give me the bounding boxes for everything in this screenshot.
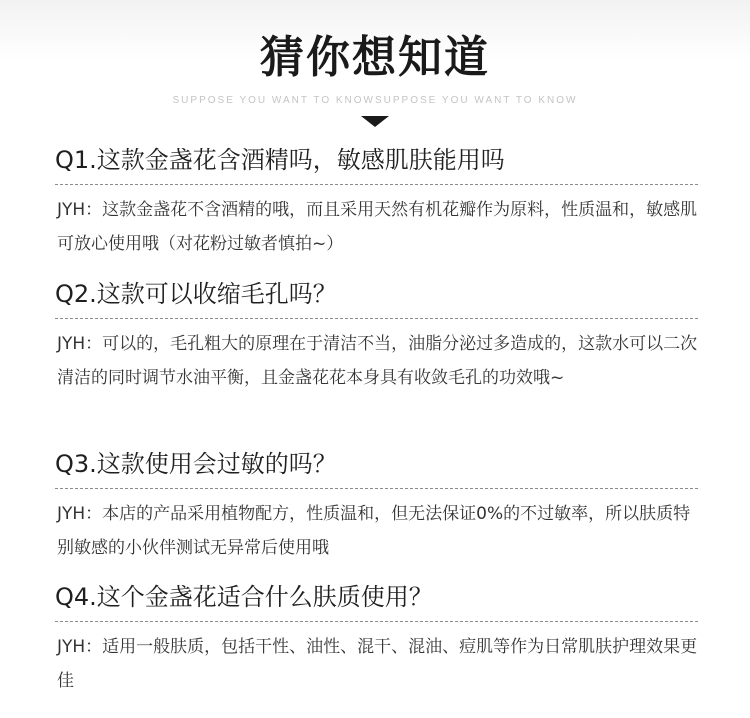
divider [55, 184, 698, 185]
faq-question-4: Q4.这个金盏花适合什么肤质使用？ [55, 583, 433, 611]
faq-question-3: Q3.这款使用会过敏的吗？ [55, 450, 337, 478]
faq-item-3 [55, 444, 698, 565]
divider [55, 318, 698, 319]
faq-answer-3: JYH：本店的产品采用植物配方，性质温和，但无法保证0%的不过敏率，所以肤质特别敏感的小伙伴测试无异常后使用哦 [57, 504, 691, 558]
divider [55, 488, 698, 489]
faq-answer-4: JYH：适用一般肤质，包括干性、油性、混干、混油、痘肌等作为日常肌肤护理效果更佳 [57, 637, 698, 691]
faq-answer-1: JYH：这款金盏花不含酒精的哦，而且采用天然有机花瓣作为原料，性质温和，敏感肌可放心使用哦（对花粉过敏者慎拍~） [57, 200, 698, 254]
arrow-down-icon [361, 116, 389, 127]
divider [55, 621, 698, 622]
faq-answer-2: JYH：可以的，毛孔粗大的原理在于清洁不当，油脂分泌过多造成的，这款水可以二次清洁的同时调节水油平衡，且金盏花花本身具有收敛毛孔的功效哦~ [57, 334, 698, 388]
header [0, 0, 750, 127]
page-subtitle: SUPPOSE YOU WANT TO KNOWSUPPOSE YOU WANT TO KNOW [172, 95, 578, 106]
faq-item-4 [55, 577, 698, 698]
faq-item-1 [55, 140, 698, 261]
faq-question-2: Q2.这款可以收缩毛孔吗？ [55, 280, 337, 308]
page-title: 猜你想知道 [260, 32, 490, 83]
faq-question-1: Q1.这款金盏花含酒精吗，敏感肌肤能用吗 [55, 146, 505, 174]
faq-item-2 [55, 274, 698, 395]
